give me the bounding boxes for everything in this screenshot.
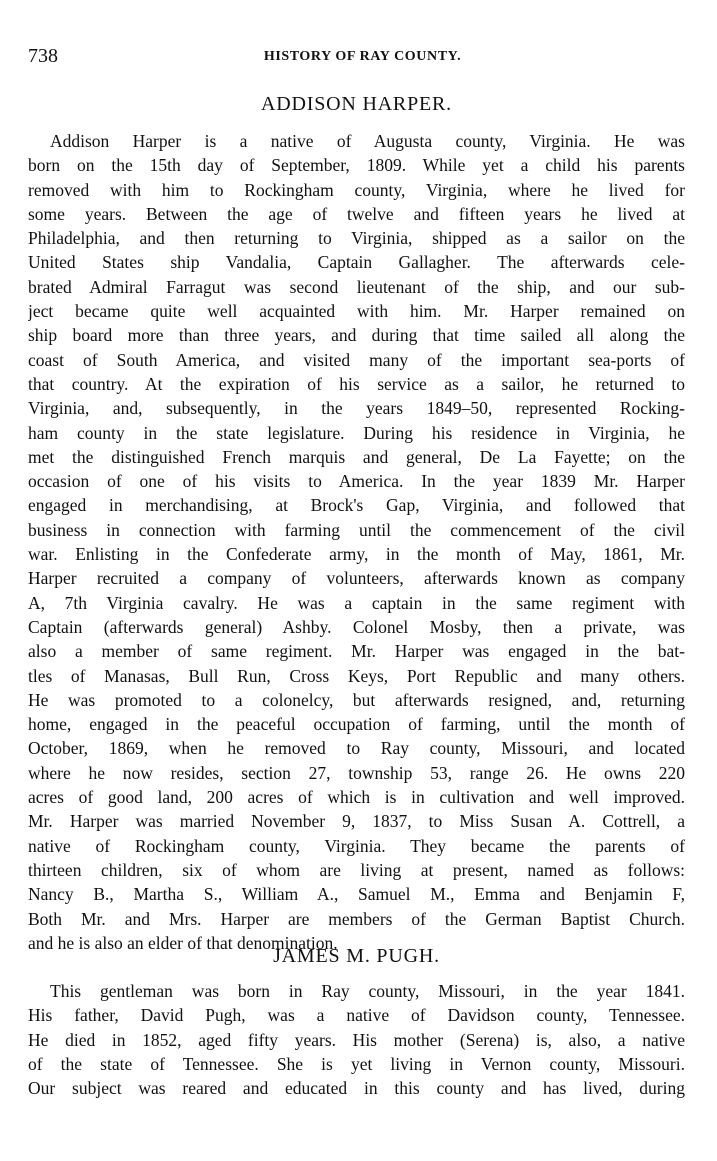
- text-line: born on the 15th day of September, 1809. While yet a child his parents: [28, 155, 685, 176]
- text-line: of the state of Tennessee. She is yet living in Vernon county, Missouri.: [28, 1053, 685, 1074]
- text-line: ham county in the state legislature. During his residence in Virginia, he: [28, 422, 685, 443]
- text-line: ship board more than three years, and during that time sailed all along the: [28, 325, 685, 346]
- text-line: Virginia, and, subsequently, in the years 1849–50, represented Rocking-: [28, 398, 685, 419]
- page-number: 738: [28, 45, 58, 67]
- text-line: home, engaged in the peaceful occupation of farming, until the month of: [28, 714, 685, 735]
- text-line: His father, David Pugh, was a native of Davidson county, Tennessee.: [28, 1005, 685, 1026]
- text-line: ject became quite well acquainted with him. Mr. Harper remained on: [28, 301, 685, 322]
- text-line: engaged in merchandising, at Brock's Gap, Virginia, and followed that: [28, 495, 685, 516]
- text-line: A, 7th Virginia cavalry. He was a captain in the same regiment with: [28, 592, 685, 613]
- text-line: tles of Manasas, Bull Run, Cross Keys, Port Republic and many others.: [28, 665, 685, 686]
- text-line: business in connection with farming until the commencement of the civil: [28, 519, 685, 540]
- text-line: removed with him to Rockingham county, Virginia, where he lived for: [28, 179, 685, 200]
- text-line: war. Enlisting in the Confederate army, in the month of May, 1861, Mr.: [28, 544, 685, 565]
- text-line: some years. Between the age of twelve and fifteen years he lived at: [28, 203, 685, 224]
- text-line: where he now resides, section 27, township 53, range 26. He owns 220: [28, 762, 685, 783]
- text-line: occasion of one of his visits to America. In the year 1839 Mr. Harper: [28, 471, 685, 492]
- section-body: [28, 129, 685, 955]
- text-line: He died in 1852, aged fifty years. His mother (Serena) is, also, a native: [28, 1029, 685, 1050]
- text-line: Both Mr. and Mrs. Harper are members of the German Baptist Church.: [28, 908, 685, 929]
- text-line: also a member of same regiment. Mr. Harper was engaged in the bat-: [28, 641, 685, 662]
- section-title: JAMES M. PUGH.: [273, 945, 440, 967]
- text-line: Philadelphia, and then returning to Virginia, shipped as a sailor on the: [28, 228, 685, 249]
- text-line: met the distinguished French marquis and general, De La Fayette; on the: [28, 446, 685, 467]
- text-line: native of Rockingham county, Virginia. They became the parents of: [28, 835, 685, 856]
- text-line: He was promoted to a colonelcy, but afterwards resigned, and, returning: [28, 689, 685, 710]
- text-line: Mr. Harper was married November 9, 1837, to Miss Susan A. Cottrell, a: [28, 811, 685, 832]
- text-line: Our subject was reared and educated in this county and has lived, during: [28, 1078, 685, 1099]
- section-body: [28, 979, 685, 1100]
- section-title: ADDISON HARPER.: [261, 93, 452, 115]
- text-line: brated Admiral Farragut was second lieutenant of the ship, and our sub-: [28, 276, 685, 297]
- text-line: This gentleman was born in Ray county, Missouri, in the year 1841.: [50, 981, 685, 1001]
- text-line: and he is also an elder of that denomination.: [28, 932, 338, 953]
- text-line: Nancy B., Martha S., William A., Samuel M., Emma and Benjamin F,: [28, 884, 685, 905]
- page-header: [28, 44, 685, 68]
- text-line: that country. At the expiration of his service as a sailor, he returned to: [28, 373, 685, 394]
- text-line: October, 1869, when he removed to Ray county, Missouri, and located: [28, 738, 685, 759]
- text-line: Captain (afterwards general) Ashby. Colonel Mosby, then a private, was: [28, 616, 685, 637]
- text-line: acres of good land, 200 acres of which is in cultivation and well improved.: [28, 787, 685, 808]
- running-title: HISTORY OF RAY COUNTY.: [263, 49, 462, 64]
- text-line: Harper recruited a company of volunteers, afterwards known as company: [28, 568, 685, 589]
- text-line: Addison Harper is a native of Augusta county, Virginia. He was: [50, 131, 685, 151]
- text-line: United States ship Vandalia, Captain Gallagher. The afterwards cele-: [28, 252, 685, 273]
- text-line: coast of South America, and visited many of the important sea-ports of: [28, 349, 685, 370]
- text-line: thirteen children, six of whom are living at present, named as follows:: [28, 859, 685, 880]
